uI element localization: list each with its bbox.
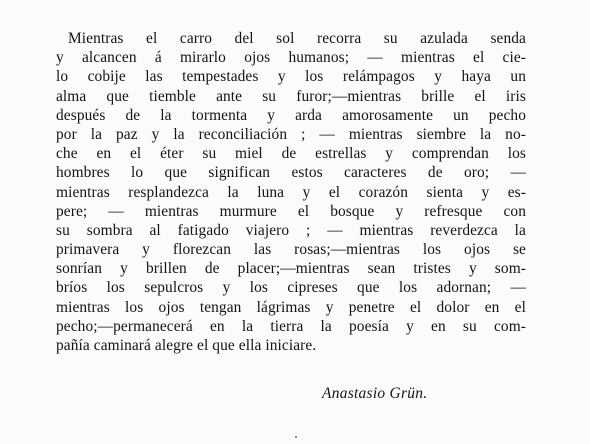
text-line: bríos los sepulcros y los cipreses que los adornan; — [56,279,526,297]
text-line: y alcancen á mirarlo ojos humanos; — mientras el cie- [56,49,526,67]
author-signature: Anastasio Grün. [322,385,428,402]
print-speck [295,436,297,438]
text-line: mientras resplandezca la luna y el corazón sienta y es- [56,183,526,201]
prose-paragraph [56,29,526,355]
text-line: lo cobije las tempestades y los relámpagos y haya un [56,68,526,86]
text-line: alma que tiemble ante su furor;—mientras brille el iris [56,87,526,105]
text-line: sonrían y brillen de placer;—mientras sean tristes y som- [56,260,526,278]
text-line-last: pañía caminará alegre el que ella iniciare. [56,337,317,354]
text-line: por la paz y la reconciliación ; — mientras siembre la no- [56,125,526,143]
text-line: Mientras el carro del sol recorra su azulada senda [68,30,526,47]
text-line: pecho;—permanecerá en la tierra la poesía y en su com- [56,317,526,335]
text-line: después de la tormenta y arda amorosamente un pecho [56,106,526,124]
text-line: su sombra al fatigado viajero ; — mientras reverdezca la [56,221,526,239]
text-line: mientras los ojos tengan lágrimas y penetre el dolor en el [56,298,526,316]
text-line: che en el éter su miel de estrellas y comprendan los [56,145,526,163]
text-line: primavera y florezcan las rosas;—mientras los ojos se [56,241,526,259]
text-line: hombres lo que significan estos caracteres de oro; — [56,164,526,182]
text-line: pere; — mientras murmure el bosque y refresque con [56,202,526,220]
